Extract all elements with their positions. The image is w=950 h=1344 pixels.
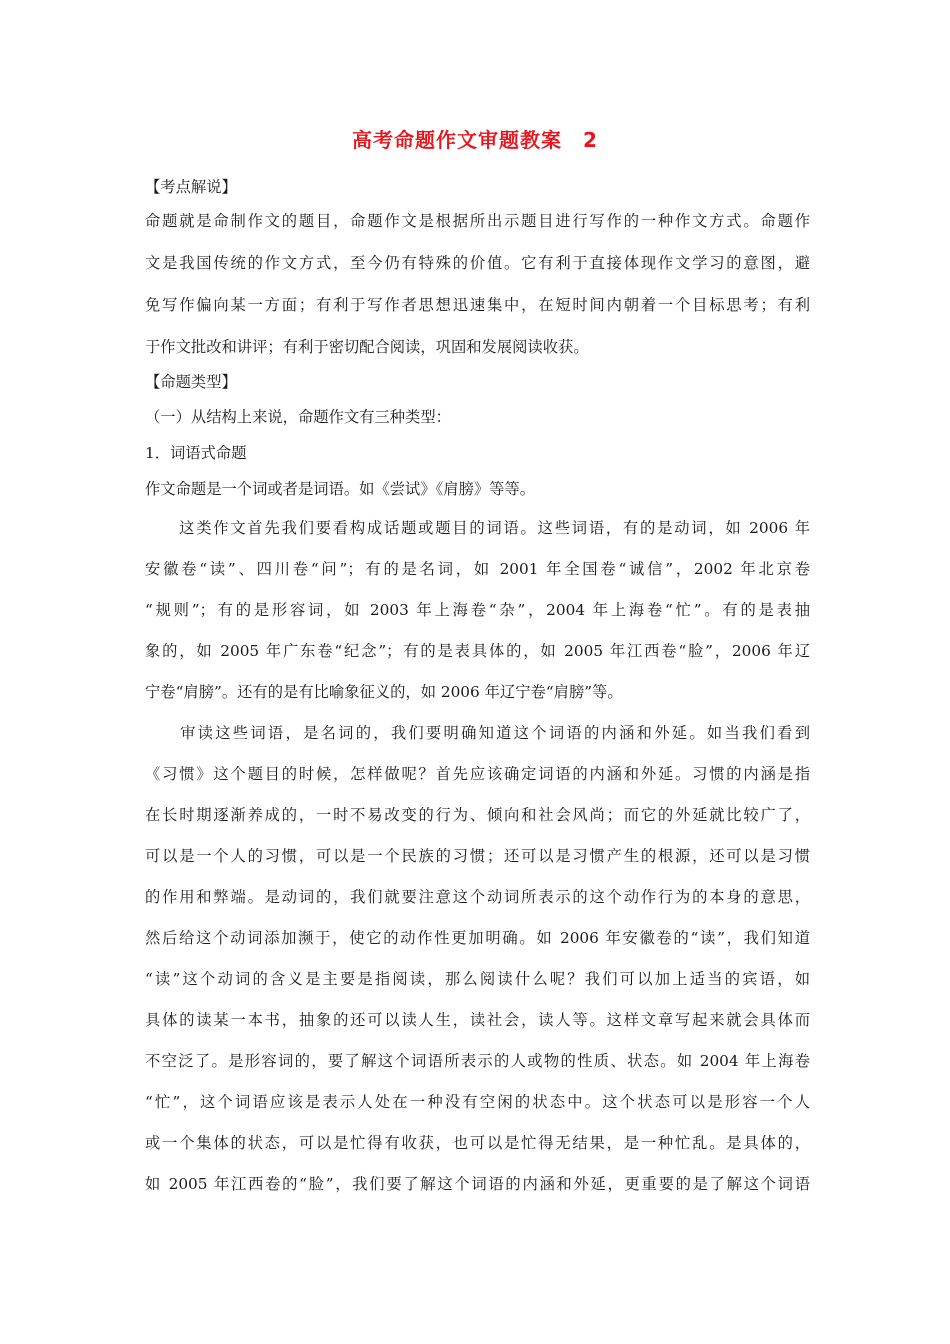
- item-heading: 1．词语式命题: [145, 444, 247, 462]
- paragraph-line: 如 2005 年江西卷的“脸”，我们要了解这个词语的内涵和外延，更重要的是了解这个词语: [145, 1175, 810, 1193]
- paragraph-line: 作文命题是一个词或者是词语。如《尝试》《肩膀》等等。: [145, 480, 536, 498]
- paragraph-line: 具体的读某一本书，抽象的还可以读人生，读社会，读人等。这样文章写起来就会具体而: [145, 1011, 810, 1029]
- paragraph-line: 免写作偏向某一方面；有利于写作者思想迅速集中，在短时间内朝着一个目标思考；有利: [145, 296, 810, 314]
- section-heading-types: 【命题类型】: [145, 373, 237, 391]
- paragraph-line: “规则”；有的是形容词，如 2003 年上海卷“杂”，2004 年上海卷“忙”。有的是表抽: [145, 601, 810, 619]
- paragraph-line: 审读这些词语，是名词的，我们要明确知道这个词语的内涵和外延。如当我们看到: [145, 724, 810, 742]
- paragraph-line: 然后给这个动词添加濒于，使它的动作性更加明确。如 2006 年安徽卷的“读”，我们知道: [145, 929, 810, 947]
- paragraph-line: “读”这个动词的含义是主要是指阅读，那么阅读什么呢？我们可以加上适当的宾语，如: [145, 970, 810, 988]
- paragraph-line: 命题就是命制作文的题目，命题作文是根据所出示题目进行写作的一种作文方式。命题作: [145, 212, 810, 230]
- section-heading-exam-points: 【考点解说】: [145, 178, 237, 196]
- paragraph-line: 不空泛了。是形容词的，要了解这个词语所表示的人或物的性质、状态。如 2004 年上海卷: [145, 1052, 810, 1070]
- paragraph-line: 或一个集体的状态，可以是忙得有收获，也可以是忙得无结果，是一种忙乱。是具体的，: [145, 1134, 810, 1152]
- paragraph-line: 《习惯》这个题目的时候，怎样做呢？首先应该确定词语的内涵和外延。习惯的内涵是指: [145, 765, 810, 783]
- subsection-heading: （一）从结构上来说，命题作文有三种类型：: [145, 408, 451, 426]
- paragraph-line: “忙”，这个词语应该是表示人处在一种没有空闲的状态中。这个状态可以是形容一个人: [145, 1093, 810, 1111]
- paragraph-line: 宁卷“肩膀”。还有的是有比喻象征义的，如 2006 年辽宁卷“肩膀”等。: [145, 683, 623, 701]
- document-title: 高考命题作文审题教案 2: [352, 128, 598, 152]
- paragraph-line: 安徽卷“读”、四川卷“问”；有的是名词，如 2001 年全国卷“诚信”，2002 年北京卷: [145, 560, 810, 578]
- paragraph-line: 象的，如 2005 年广东卷“纪念”；有的是表具体的，如 2005 年江西卷“脸”，2006 年辽: [145, 642, 810, 660]
- paragraph-line: 于作文批改和讲评；有利于密切配合阅读，巩固和发展阅读收获。: [145, 338, 589, 356]
- paragraph-line: 可以是一个人的习惯，可以是一个民族的习惯；还可以是习惯产生的根源，还可以是习惯: [145, 847, 810, 865]
- paragraph-line: 在长时期逐渐养成的，一时不易改变的行为、倾向和社会风尚；而它的外延就比较广了，: [145, 806, 810, 824]
- paragraph-line: 的作用和弊端。是动词的，我们就要注意这个动词所表示的这个动作行为的本身的意思，: [145, 888, 810, 906]
- paragraph-line: 文是我国传统的作文方式，至今仍有特殊的价值。它有利于直接体现作文学习的意图，避: [145, 254, 810, 272]
- paragraph-line: 这类作文首先我们要看构成话题或题目的词语。这些词语，有的是动词，如 2006 年: [145, 519, 810, 537]
